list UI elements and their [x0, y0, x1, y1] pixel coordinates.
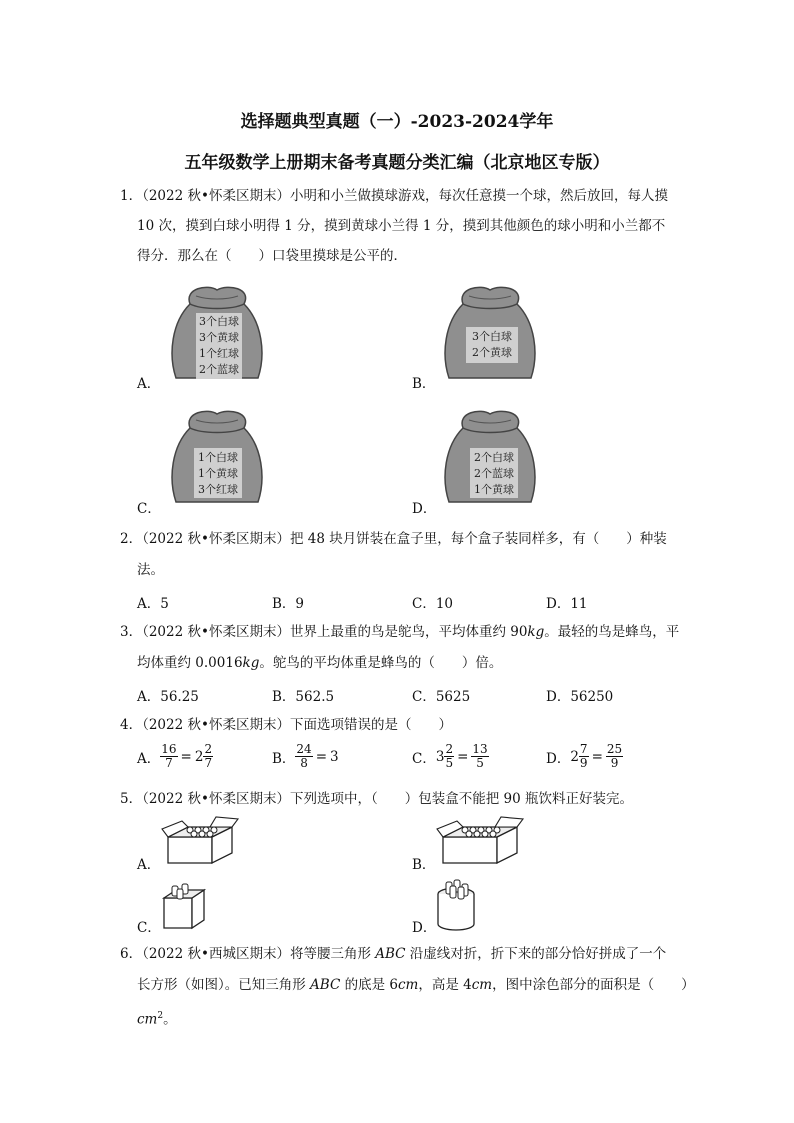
q2-text-line2: 法。 [137, 562, 164, 578]
q1-text-line3: 得分．那么在（ ）口袋里摸球是公平的． [137, 248, 407, 264]
q4-option-a[interactable]: A． $\frac{16}{7}$ = 2 $\frac{2}{7}$ [137, 742, 213, 770]
bag-b-item-2: 2个黄球 [472, 346, 512, 359]
bag-d-item-3: 1个黄球 [474, 483, 514, 496]
q3-option-b[interactable]: B．562.5 [272, 689, 335, 705]
q5-option-b-label[interactable]: B． [412, 857, 436, 873]
q3-text-line1: 3．（2022 秋•怀柔区期末）世界上最重的鸟是鸵鸟，平均体重约 90kg。最轻的鸟是蜂鸟，平 [120, 624, 680, 640]
q1-option-a-label[interactable]: A． [137, 376, 161, 392]
q2-option-d[interactable]: D．11 [546, 596, 588, 612]
cylinder-box-icon-d [434, 878, 478, 934]
q1-text-line1: 1．（2022 秋•怀柔区期末）小明和小兰做摸球游戏，每次任意摸一个球，然后放回，每人摸 [120, 188, 668, 204]
q5-text-line1: 5．（2022 秋•怀柔区期末）下列选项中，（ ）包装盒不能把 90 瓶饮料正好装完。 [120, 791, 633, 807]
q4-option-c[interactable]: C． 3 $\frac{2}{5}$ = $\frac{13}{5}$ [412, 742, 488, 770]
q4-option-d[interactable]: D． 2 $\frac{7}{9}$ = $\frac{25}{9}$ [546, 742, 623, 770]
page-title-line2: 五年级数学上册期末备考真题分类汇编（北京地区专版） [184, 153, 610, 173]
box-icon-a [160, 815, 240, 867]
bag-b-item-1: 3个白球 [472, 330, 512, 343]
bag-d-item-2: 2个蓝球 [474, 467, 514, 480]
q6-text-line1: 6．（2022 秋•西城区期末）将等腰三角形 ABC 沿虚线对折，折下来的部分恰好拼成了一个 [120, 946, 667, 962]
q2-option-a[interactable]: A．5 [137, 596, 169, 612]
q3-option-a[interactable]: A．56.25 [137, 689, 199, 705]
q6-text-line2: 长方形（如图）。已知三角形 ABC 的底是 6cm，高是 4cm，图中涂色部分的面积是（ ） [137, 977, 695, 993]
bag-a-item-1: 3个白球 [199, 315, 239, 328]
q1-option-c-label[interactable]: C． [137, 501, 161, 517]
q1-option-b-label[interactable]: B． [412, 376, 436, 392]
q2-option-b[interactable]: B．9 [272, 596, 305, 612]
box-icon-c [160, 880, 208, 932]
bag-a-item-4: 2个蓝球 [199, 363, 239, 376]
q2-option-c[interactable]: C．10 [412, 596, 454, 612]
q3-text-line2: 均体重约 0.0016kg。鸵鸟的平均体重是蜂鸟的（ ）倍。 [137, 655, 503, 671]
box-icon-b [435, 815, 525, 867]
bag-c-item-2: 1个黄球 [198, 467, 238, 480]
q5-option-a-label[interactable]: A． [137, 857, 161, 873]
bag-c-item-3: 3个红球 [198, 483, 238, 496]
bag-d-item-1: 2个白球 [474, 451, 514, 464]
bag-c-item-1: 1个白球 [198, 451, 238, 464]
q1-option-d-label[interactable]: D． [412, 501, 437, 517]
q4-text-line1: 4．（2022 秋•怀柔区期末）下面选项错误的是（ ） [120, 717, 452, 733]
q5-option-c-label[interactable]: C． [137, 920, 161, 936]
page-title-line1: 选择题典型真题（一）-2023-2024学年 [240, 112, 554, 132]
bag-a-item-2: 3个黄球 [199, 331, 239, 344]
bag-a-item-3: 1个红球 [199, 347, 239, 360]
q3-option-d[interactable]: D．56250 [546, 689, 614, 705]
q4-option-b[interactable]: B． $\frac{24}{8}$ = 3 [272, 742, 339, 770]
q3-option-c[interactable]: C．5625 [412, 689, 471, 705]
q5-option-d-label[interactable]: D． [412, 920, 437, 936]
q2-text-line1: 2．（2022 秋•怀柔区期末）把 48 块月饼装在盒子里，每个盒子装同样多，有（ ）种装 [120, 531, 667, 547]
q1-text-line2: 10 次，摸到白球小明得 1 分，摸到黄球小兰得 1 分，摸到其他颜色的球小明和小兰都不 [137, 218, 666, 234]
q6-text-line3: $cm^2$。 [137, 1011, 177, 1028]
